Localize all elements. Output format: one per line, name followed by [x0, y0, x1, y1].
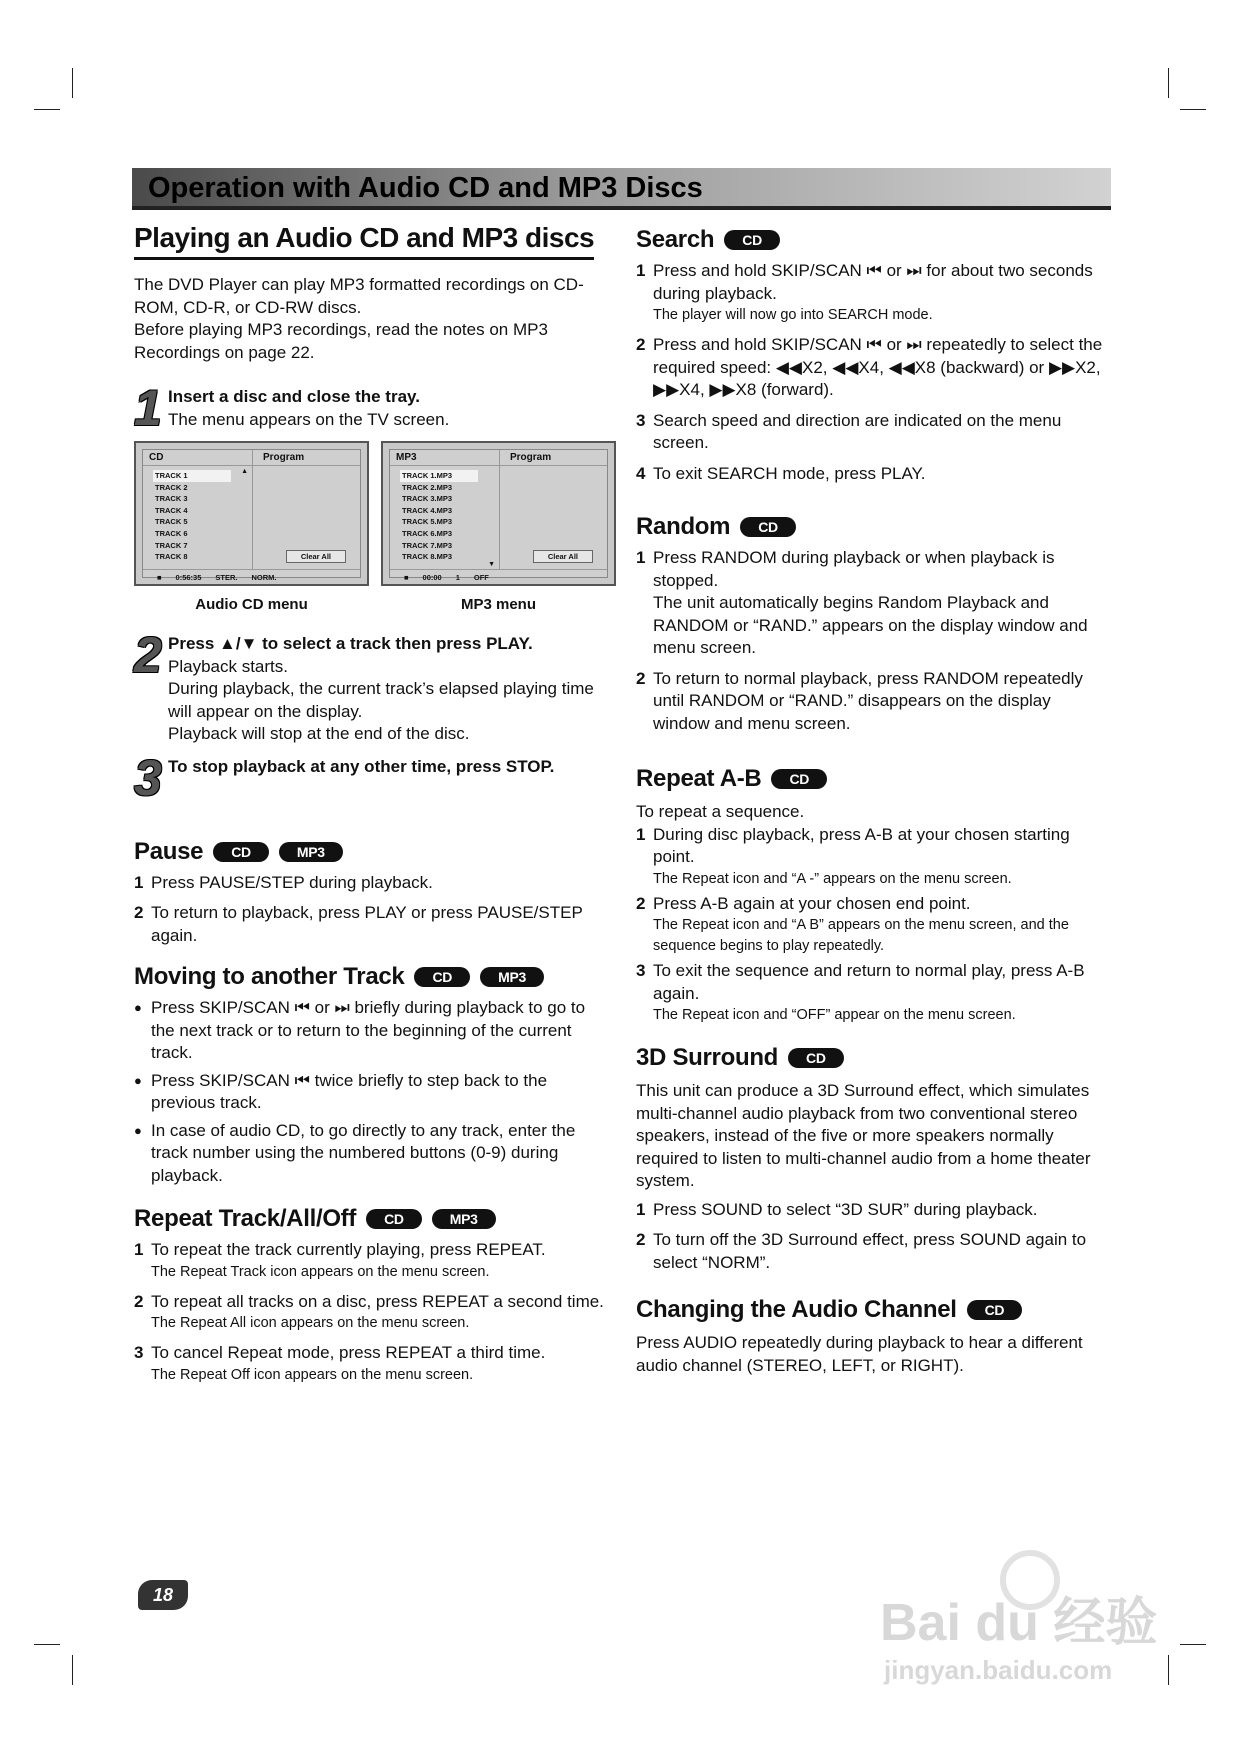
track-item[interactable]: TRACK 1	[153, 470, 231, 482]
section-banner: Operation with Audio CD and MP3 Discs	[132, 168, 1111, 210]
step-text: The menu appears on the TV screen.	[168, 409, 450, 429]
crop-mark	[1180, 109, 1206, 110]
step-text: To cancel Repeat mode, press REPEAT a third time.	[151, 1343, 546, 1362]
track-item[interactable]: TRACK 7.MP3	[402, 540, 453, 550]
stop-icon: ■	[404, 573, 409, 582]
step-text: To exit SEARCH mode, press PLAY.	[653, 463, 926, 483]
left-column: Playing an Audio CD and MP3 discs The DVD Player can play MP3 formatted recordings on CD-ROM, CD-R, or CD-RW discs. Before playing MP3 recordings, read the notes on MP3 Recordings on page 22. 1 Insert a disc and close the tray. The menu appears on the TV screen. CD Program ▲ TRACK 1 TRACK 2 TRACK 3 TRACK 4 TRACK 5 TRACK 6 TRACK 7 TRACK 8 Clear All ■ 0:56:35 STER. NORM. Audio CD menu MP3 Program TRACK 1.MP3 TRACK 2.MP3 TRACK 3.MP3 TRACK 4.MP3 TRACK 5.MP3 TRACK 6.MP3 TRACK 7.MP3 TRACK 8.MP3 ▼ Clear All ■ 00:00 1 OFF MP3 menu 2 Press ▲/▼ to select a track then press PLAY. Playback starts. During playback, the current track’s elapsed playing time will appear on the display. Playback will stop at the end of the disc. 3 To stop playback at any other time, press STOP. Pause CD MP3 1 Press PAUSE/STEP during playback. 2 To return to playback, press PLAY or press PAUSE/STEP again. Moving to another Track CD MP3 ● Press SKIP/SCAN ⏮ or ⏭ briefly during playback to go to the next track or to return to the beginning of the current track. ● Press SKIP/SCAN ⏮ twice briefly to step back to the previous track. ● In case of audio CD, to go directly to any track, enter the track number using the numbered buttons (0-9) during playback. Repeat Track/All/Off CD MP3 1 To repeat the track currently playing, press REPEAT. The Repeat Track icon appears on the menu screen. 2 To repeat all tracks on a disc, press REPEAT a second time. The Repeat All icon appears on the menu screen. 3 To cancel Repeat mode, press REPEAT a third time. The Repeat Off icon appears on the menu screen.	[134, 222, 604, 1394]
right-column: Search CD 1 Press and hold SKIP/SCAN ⏮ or ⏭ for about two seconds during playback. The player will now go into SEARCH mode. 2 Press and hold SKIP/SCAN ⏮ or ⏭ repeatedly to select the required speed: ◀◀X2, ◀◀X4, ◀◀X8 (backward) or ▶▶X2, ▶▶X4, ▶▶X8 (forward). 3 Search speed and direction are indicated on the menu screen. 4 To exit SEARCH mode, press PLAY. Random CD 1 Press RANDOM during playback or when playback is stopped. The unit automatically begins Random Playback and RANDOM or “RAND.” appears on the display window and menu screen. 2 To return to normal playback, press RANDOM repeatedly until RANDOM or “RAND.” disappears on the display window and menu screen. Repeat A-B CD To repeat a sequence. 1 During disc playback, press A-B at your chosen starting point. The Repeat icon and “A -” appears on the menu screen. 2 Press A-B again at your chosen end point. The Repeat icon and “A B” appears on the menu screen, and the sequence begins to play repeatedly. 3 To exit the sequence and return to normal play, press A-B again. The Repeat icon and “OFF” appear on the menu screen. 3D Surround CD This unit can produce a 3D Surround effect, which simulates multi-channel audio playback from two conventional stereo speakers, instead of the five or more speakers normally required to listen to multi-channel audio from a home theater system. 1 Press SOUND to select “3D SUR” during playback. 2 To turn off the 3D Surround effect, press SOUND again to select “NORM”. Changing the Audio Channel CD Press AUDIO repeatedly during playback to hear a different audio channel (STEREO, LEFT, or RIGHT).	[636, 222, 1111, 1377]
step-text: Press SOUND to select “3D SUR” during playback.	[653, 1199, 1038, 1219]
track-item[interactable]: TRACK 3	[155, 494, 188, 504]
section-heading: Changing the Audio Channel CD	[636, 1296, 1111, 1324]
cd-badge: CD	[724, 230, 780, 250]
step-note: The Repeat Track icon appears on the menu screen.	[151, 1263, 490, 1280]
track-item[interactable]: TRACK 2	[155, 482, 188, 492]
step-number: 3	[134, 749, 162, 806]
mp3-badge: MP3	[480, 967, 544, 987]
watermark: Bai du 经验 jingyan.baidu.com	[880, 1594, 1158, 1685]
step-text: Press A-B again at your chosen end point.	[653, 893, 971, 913]
section-intro: To repeat a sequence.	[636, 802, 805, 821]
scroll-up-icon: ▲	[241, 468, 248, 475]
step-note: The Repeat icon and “A B” appears on the menu screen, and the sequence begins to play repeatedly.	[653, 917, 1069, 954]
step-heading: Press ▲/▼ to select a track then press PLAY.	[168, 634, 533, 653]
step-text: To repeat the track currently playing, press REPEAT.	[151, 1240, 546, 1259]
cd-badge: CD	[967, 1300, 1023, 1320]
intro-paragraph: Before playing MP3 recordings, read the notes on MP3 Recordings on page 22.	[134, 320, 548, 362]
intro-paragraph: The DVD Player can play MP3 formatted recordings on CD-ROM, CD-R, or CD-RW discs.	[134, 275, 584, 317]
step-text: During disc playback, press A-B at your chosen starting point.	[653, 824, 1070, 866]
track-item[interactable]: TRACK 3.MP3	[402, 494, 453, 504]
track-item[interactable]: TRACK 5.MP3	[402, 517, 453, 527]
step-number: 1	[134, 380, 162, 436]
stop-icon: ■	[157, 573, 162, 582]
elapsed-time: 0:56:35	[175, 573, 202, 582]
section-intro: This unit can produce a 3D Surround effect, which simulates multi-channel audio playback from two conventional stereo speakers, instead of the five or more speakers normally required to listen to multi-channel audio from a home theater system.	[636, 1081, 1091, 1190]
step-text: Playback starts.	[168, 656, 288, 676]
track-item[interactable]: TRACK 5	[155, 517, 188, 527]
step-note: The Repeat icon and “OFF” appear on the menu screen.	[653, 1007, 1016, 1023]
step-text: During playback, the current track’s elapsed playing time will appear on the display.	[168, 679, 594, 721]
menu-screens	[134, 441, 604, 613]
step-text: To repeat all tracks on a disc, press REPEAT a second time.	[151, 1291, 604, 1311]
step-3	[134, 749, 604, 806]
crop-mark	[1168, 68, 1169, 98]
section-heading: Repeat A-B CD	[636, 765, 1111, 793]
clear-all-button[interactable]: Clear All	[533, 550, 593, 563]
step-note: The Repeat All icon appears on the menu screen.	[151, 1315, 470, 1331]
crop-mark	[34, 1644, 60, 1645]
section-heading: Search CD	[636, 226, 1111, 254]
elapsed-time: 00:00	[422, 573, 442, 582]
audio-channel: STER.	[215, 573, 238, 582]
track-item[interactable]: TRACK 6	[155, 528, 188, 538]
section-heading: Moving to another Track CD MP3	[134, 963, 604, 991]
mp3-menu-screen: MP3 Program TRACK 1.MP3 TRACK 2.MP3 TRACK 3.MP3 TRACK 4.MP3 TRACK 5.MP3 TRACK 6.MP3 TRACK 7.MP3 TRACK 8.MP3 ▼ Clear All ■ 00:00 1 OFF	[381, 441, 616, 586]
cd-badge: CD	[366, 1209, 422, 1229]
section-heading: 3D Surround CD	[636, 1044, 1111, 1072]
cd-badge: CD	[788, 1048, 844, 1068]
scroll-down-icon: ▼	[488, 561, 495, 568]
track-item[interactable]: TRACK 2.MP3	[402, 482, 453, 492]
track-item[interactable]: TRACK 7	[155, 540, 188, 550]
cd-badge: CD	[771, 769, 827, 789]
cd-badge: CD	[414, 967, 470, 987]
step-note: The Repeat Off icon appears on the menu screen.	[151, 1366, 474, 1383]
page-title: Playing an Audio CD and MP3 discs	[134, 222, 594, 260]
step-heading: Insert a disc and close the tray.	[168, 387, 420, 406]
section-text: Press AUDIO repeatedly during playback to hear a different audio channel (STEREO, LEFT, or RIGHT).	[636, 1333, 1083, 1375]
step-text: To exit the sequence and return to normal play, press A-B again.	[653, 961, 1085, 1003]
track-item[interactable]: TRACK 4.MP3	[402, 505, 453, 515]
step-heading: To stop playback at any other time, press STOP.	[168, 756, 555, 776]
track-item[interactable]: TRACK 4	[155, 505, 188, 515]
step-text: Press and hold SKIP/SCAN ⏮ or ⏭ repeatedly to select the required speed: ◀◀X2, ◀◀X4, ◀◀X8 (backward) or ▶▶X2, ▶▶X4, ▶▶X8 (forward).	[653, 335, 1103, 399]
cd-badge: CD	[213, 842, 269, 862]
track-item[interactable]: TRACK 6.MP3	[402, 528, 453, 538]
step-note: The Repeat icon and “A -” appears on the menu screen.	[653, 870, 1012, 887]
bullet-text: Press SKIP/SCAN ⏮ or ⏭ briefly during playback to go to the next track or to return to the beginning of the current track.	[151, 998, 586, 1062]
track-item[interactable]: TRACK 1.MP3	[400, 470, 478, 482]
step-1	[134, 380, 604, 436]
track-item[interactable]: TRACK 8	[155, 552, 188, 562]
bullet-text: In case of audio CD, to go directly to any track, enter the track number using the numbered buttons (0-9) during playback.	[151, 1120, 576, 1185]
step-text: The unit automatically begins Random Playback and RANDOM or “RAND.” appears on the display window and menu screen.	[653, 593, 1088, 657]
step-text: To return to normal playback, press RANDOM repeatedly until RANDOM or “RAND.” disappears on the display window and menu screen.	[653, 668, 1083, 733]
menu-caption: Audio CD menu	[195, 596, 308, 613]
section-heading: Pause CD MP3	[134, 838, 604, 866]
step-text: Press PAUSE/STEP during playback.	[151, 872, 433, 892]
mp3-badge: MP3	[432, 1209, 496, 1229]
cd-badge: CD	[740, 517, 796, 537]
step-text: Search speed and direction are indicated on the menu screen.	[653, 410, 1062, 452]
step-text: Press and hold SKIP/SCAN ⏮ or ⏭ for about two seconds during playback.	[653, 261, 1093, 303]
clear-all-button[interactable]: Clear All	[286, 550, 346, 563]
step-note: The player will now go into SEARCH mode.	[653, 307, 933, 323]
crop-mark	[1168, 1655, 1169, 1685]
track-count: 1	[455, 573, 460, 582]
section-heading: Repeat Track/All/Off CD MP3	[134, 1205, 604, 1233]
bullet-text: Press SKIP/SCAN ⏮ twice briefly to step back to the previous track.	[151, 1070, 548, 1112]
crop-mark	[34, 109, 60, 110]
step-text: Press RANDOM during playback or when playback is stopped.	[653, 548, 1055, 590]
track-list	[143, 466, 253, 569]
step-text: To return to playback, press PLAY or press PAUSE/STEP again.	[151, 903, 583, 945]
step-2	[134, 627, 604, 746]
section-heading: Random CD	[636, 513, 1111, 541]
crop-mark	[72, 1655, 73, 1685]
track-item[interactable]: TRACK 8.MP3	[402, 552, 453, 562]
repeat-status: OFF	[473, 573, 489, 582]
mp3-badge: MP3	[279, 842, 343, 862]
page-number: 18	[138, 1580, 188, 1610]
step-text: Playback will stop at the end of the disc.	[168, 724, 470, 743]
crop-mark	[1180, 1644, 1206, 1645]
menu-caption: MP3 menu	[460, 596, 536, 613]
audio-cd-menu-screen: CD Program ▲ TRACK 1 TRACK 2 TRACK 3 TRACK 4 TRACK 5 TRACK 6 TRACK 7 TRACK 8 Clear All ■ 0:56:35 STER. NORM.	[134, 441, 369, 586]
step-text: To turn off the 3D Surround effect, press SOUND again to select “NORM”.	[653, 1230, 1087, 1272]
sound-mode: NORM.	[251, 573, 277, 582]
crop-mark	[72, 68, 73, 98]
track-list	[390, 466, 500, 569]
step-number: 2	[134, 627, 162, 683]
